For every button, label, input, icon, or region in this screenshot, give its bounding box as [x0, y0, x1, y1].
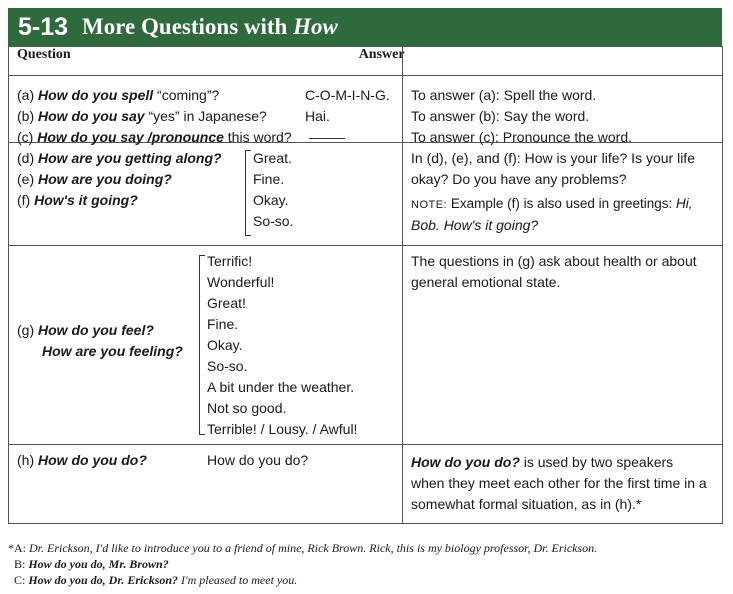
notes-def [403, 143, 723, 246]
dialogue-footnote [8, 540, 722, 588]
note-a: To answer (a): Spell the word. [411, 87, 597, 103]
answer-g-3: Great! [207, 295, 246, 311]
notes-header [403, 47, 723, 76]
note-def-1: In (d), (e), and (f): How is your life? Is your life [411, 150, 695, 166]
answer-g-8: Not so good. [207, 400, 287, 416]
answer-a: C-O-M-I-N-G. [305, 87, 390, 103]
questions-abc [9, 76, 403, 143]
answer-g-4: Fine. [207, 316, 239, 332]
notes-abc [403, 76, 723, 143]
note-h-2: when they meet each other for the first time in a [411, 475, 707, 491]
footnote-line-c: C: How do you do, Dr. Erickson? I'm pleased to meet you. [14, 573, 298, 587]
answer-g-7: A bit under the weather. [207, 379, 355, 395]
answer-bracket-g [199, 256, 200, 434]
question-g-1: (g) How do you feel? [17, 322, 154, 338]
table-header-row [9, 47, 723, 76]
question-h: (h) How do you do? [17, 452, 147, 468]
chart-banner [8, 8, 722, 46]
questions-h [9, 445, 403, 524]
answer-g-2: Wonderful! [207, 274, 275, 290]
question-b: (b) How do you say “yes” in Japanese? [17, 108, 267, 124]
footnote-line-b: B: How do you do, Mr. Brown? [14, 557, 169, 571]
notes-h [403, 445, 723, 524]
note-def-2: okay? Do you have any problems? [411, 171, 627, 187]
table-row-g [9, 246, 723, 445]
questions-def [9, 143, 403, 246]
chart-number: 5-13 [18, 12, 69, 41]
note-g-1: The questions in (g) ask about health or about [411, 253, 697, 269]
note-h-3: somewhat formal situation, as in (h).* [411, 496, 642, 512]
note-def-4: Bob. How's it going? [411, 217, 539, 233]
notes-g [403, 246, 723, 445]
table-row-h [9, 445, 723, 524]
note-g-2: general emotional state. [411, 274, 561, 290]
column-headers: Question Answer [9, 47, 403, 76]
note-b: To answer (b): Say the word. [411, 108, 590, 124]
answer-def-3: Okay. [253, 192, 289, 208]
questions-table [8, 46, 723, 524]
questions-g [9, 246, 403, 445]
answer-bracket [245, 151, 246, 235]
note-c: To answer (c): Pronounce the word. [411, 129, 632, 145]
question-g-2: How are you feeling? [42, 343, 183, 359]
answer-b: Hai. [305, 108, 330, 124]
answer-g-5: Okay. [207, 337, 243, 353]
grammar-chart [8, 8, 722, 524]
note-h-1: How do you do? is used by two speakers [411, 454, 674, 470]
answer-def-1: Great. [253, 150, 292, 166]
table-row-def [9, 143, 723, 246]
table-row-abc [9, 76, 723, 143]
answer-def-4: So-so. [253, 213, 294, 229]
note-def-3: NOTE: Example (f) is also used in greetings: Hi, [411, 196, 693, 211]
answer-g-6: So-so. [207, 358, 248, 374]
question-d: (d) How are you getting along? [17, 150, 222, 166]
chart-title: More Questions with How [82, 14, 338, 39]
answer-def-2: Fine. [253, 171, 285, 187]
footnote-line-a: *A: Dr. Erickson, I'd like to introduce you to a friend of mine, Rick Brown. Rick, this is my biology professor, Dr. Erickson. [8, 541, 598, 555]
answer-h: How do you do? [207, 452, 309, 468]
question-e: (e) How are you doing? [17, 171, 172, 187]
question-a: (a) How do you spell “coming”? [17, 87, 220, 103]
question-c: (c) How do you say /pronounce this word? [17, 129, 292, 145]
answer-g-9: Terrible! / Lousy. / Awful! [207, 421, 358, 437]
question-f: (f) How's it going? [17, 192, 138, 208]
answer-g-1: Terrific! [207, 253, 253, 269]
